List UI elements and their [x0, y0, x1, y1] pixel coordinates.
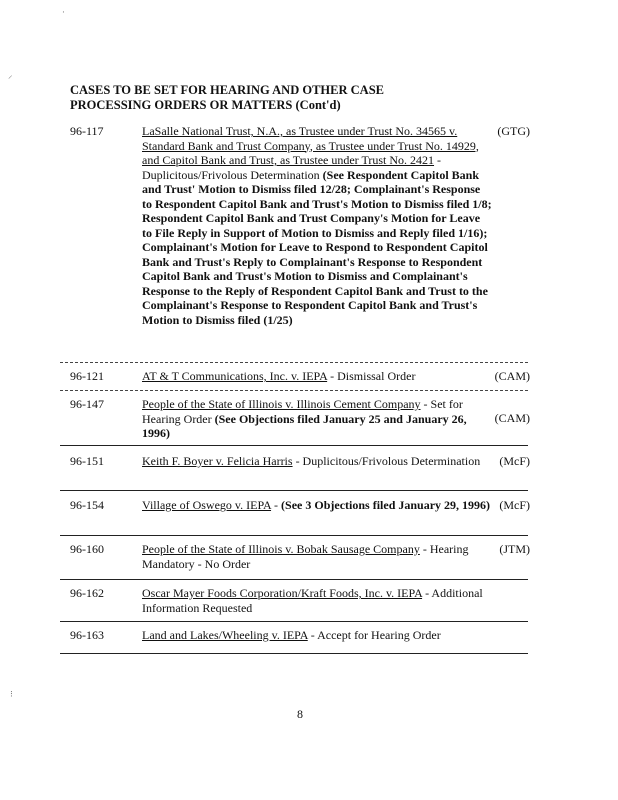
case-party: LaSalle National Trust, N.A., as Trustee under Trust No. 34565 v. Standard Bank and Trust Company, as Trustee under Trust No. 14929, and Capitol Bank and Trust, as Trustee under Trust No. 2421 [142, 124, 479, 167]
scan-artifact: · [62, 8, 65, 18]
case-note: (See Objections filed January 25 and January 26, 1996) [142, 411, 467, 440]
divider [60, 445, 528, 446]
heading-line-1: CASES TO BE SET FOR HEARING AND OTHER CASE [70, 83, 384, 97]
case-party: Oscar Mayer Foods Corporation/Kraft Foods, Inc. v. IEPA [142, 586, 423, 600]
case-action: - Accept for Hearing Order [307, 628, 441, 642]
case-number: 96-147 [70, 397, 104, 411]
section-heading [70, 83, 490, 113]
case-judge: (McF) [499, 498, 530, 512]
case-judge: (CAM) [494, 369, 530, 383]
divider [60, 579, 528, 580]
case-description [142, 586, 492, 615]
case-description [142, 369, 492, 384]
case-judge: (JTM) [499, 542, 530, 556]
case-party: AT & T Communications, Inc. v. IEPA [142, 369, 328, 383]
divider [60, 490, 528, 491]
divider [60, 535, 528, 536]
case-action: - Set for Hearing Order [142, 397, 463, 426]
case-number: 96-163 [70, 628, 104, 642]
case-action: - Hearing Mandatory - No Order [142, 542, 469, 571]
divider [60, 390, 528, 391]
case-party: Land and Lakes/Wheeling v. IEPA [142, 628, 308, 642]
case-description [142, 542, 492, 571]
case-judge: (GTG) [497, 124, 530, 138]
case-number: 96-151 [70, 454, 104, 468]
case-number: 96-154 [70, 498, 104, 512]
case-judge: (McF) [499, 454, 530, 468]
divider [60, 653, 528, 654]
case-description [142, 454, 492, 469]
page-number: 8 [297, 707, 303, 721]
divider [60, 621, 528, 622]
case-action: - Duplicitous/Frivolous Determination [142, 153, 442, 182]
case-number: 96-160 [70, 542, 104, 556]
case-number: 96-117 [70, 124, 104, 138]
case-action: - Additional Information Requested [142, 586, 483, 615]
divider [60, 362, 528, 363]
case-description [142, 397, 492, 441]
case-action: - Dismissal Order [327, 369, 416, 383]
case-description [142, 498, 492, 513]
case-note: (See 3 Objections filed January 29, 1996) [281, 498, 491, 512]
case-description [142, 124, 492, 327]
case-number: 96-121 [70, 369, 104, 383]
scan-artifact: ⸝ [8, 71, 13, 81]
case-party: People of the State of Illinois v. Illinois Cement Company [142, 397, 421, 411]
case-description [142, 628, 492, 643]
case-party: Village of Oswego v. IEPA [142, 498, 272, 512]
case-action: - [271, 498, 282, 512]
case-number: 96-162 [70, 586, 104, 600]
case-note: (See Respondent Capitol Bank and Trust' Motion to Dismiss filed 12/28; Complainant's Response to Respondent Capitol Bank and Trust's Motion to Dismiss filed 1/8; Respondent Capitol Bank and Trust Company's Motion for Leave to File Reply in Support of Motion to Dismiss and Reply filed 1/16); Complainant's Motion for Leave to Respond to Respondent Capitol Bank and Trust's Reply to Complainant's Response to Respondent Capitol Bank and Trust's Motion to Dismiss and Complainant's Response to the Reply of Respondent Capitol Bank and Trust to the Complainant's Response to Respondent Capitol Bank and Trust's Motion to Dismiss filed (1/25) [142, 167, 492, 327]
case-action: - Duplicitous/Frivolous Determination [292, 454, 481, 468]
case-party: Keith F. Boyer v. Felicia Harris [142, 454, 293, 468]
case-party: People of the State of Illinois v. Bobak Sausage Company [142, 542, 420, 556]
scan-artifact: ⁝ [10, 690, 13, 700]
case-judge: (CAM) [494, 411, 530, 425]
heading-line-2: PROCESSING ORDERS OR MATTERS (Cont'd) [70, 98, 341, 112]
